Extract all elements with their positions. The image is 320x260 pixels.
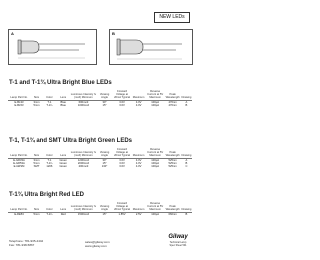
table-cell: 3.6V	[119, 161, 125, 165]
drawing-a	[8, 29, 97, 65]
column-header: Lamp Part No.	[10, 96, 28, 100]
table-cell: 4.0V	[135, 103, 142, 107]
column-header: Maximum	[132, 96, 145, 100]
table-cell: 100µA	[151, 212, 160, 216]
table-cell: 1500mcd	[77, 212, 89, 216]
table-cell: Green	[59, 158, 67, 162]
table-cell: 1200mcd	[77, 158, 89, 162]
table-cell: 1206	[46, 165, 53, 169]
phone-text: Telephone: 781-935-4442	[9, 239, 44, 243]
table-row	[8, 165, 192, 168]
column-header: Lamp Part No.	[10, 208, 28, 212]
column-header: Maximum	[132, 208, 145, 212]
table-cell: 4.0V	[135, 161, 142, 165]
table-cell: A	[185, 100, 188, 104]
drawing-b-label: B	[112, 31, 115, 36]
contact-phone-fax	[9, 239, 43, 247]
table-cell: E-GRSM	[13, 165, 25, 169]
table-cell: 3.6V	[119, 165, 125, 169]
column-header: Maximum	[132, 154, 145, 158]
table-cell: 525nm	[168, 158, 177, 162]
table-cell: E-GR53A	[13, 161, 25, 165]
table-cell: 130°	[101, 165, 108, 169]
column-header: Lens	[60, 154, 67, 158]
table-cell: 3.6V	[119, 103, 125, 107]
column-header: Luminous Intensity Iv (mcd) Minimum	[70, 151, 97, 158]
column-header: Forward Voltage at 20mA Typical	[114, 202, 130, 212]
column-header: Reverse Current at 5V Maximum	[147, 90, 164, 100]
drawing-a-label: A	[11, 31, 14, 36]
table-cell: 2.5V	[135, 212, 142, 216]
contact-web	[85, 240, 110, 248]
table-cell: 1.85V	[118, 212, 126, 216]
column-header: Forward Voltage at 20mA Typical	[114, 148, 130, 158]
table-cell: E-BL53	[14, 103, 24, 107]
table-cell: 3.6V	[119, 100, 125, 104]
table-cell: 30°	[102, 100, 107, 104]
column-header: Lamp Part No.	[10, 154, 28, 158]
table-cell: E-GR33A	[13, 158, 25, 162]
table-cell: 525nm	[168, 165, 177, 169]
column-header: Forward Voltage at 20mA Typical	[114, 90, 130, 100]
table-cell: E-RE53	[14, 212, 24, 216]
table-cell: 100µA	[151, 100, 160, 104]
column-header: Viewing Angle	[99, 151, 110, 158]
table-cell: B	[185, 103, 188, 107]
table-cell: Blue	[60, 103, 66, 107]
table-cell: 15°	[102, 212, 107, 216]
section-title-green: T-1, T-1¾ and SMT Ultra Bright Green LEDs	[9, 138, 133, 144]
table-cell: E-BL33	[14, 100, 24, 104]
table-row	[8, 212, 192, 216]
table-cell: T-1¾	[46, 161, 53, 165]
drawing-b-figure	[110, 30, 192, 64]
column-header: Viewing Angle	[99, 93, 110, 100]
table-cell: A	[185, 158, 188, 162]
website-link[interactable]: www.gilway.com	[85, 244, 107, 248]
table-cell: 15°	[102, 103, 107, 107]
table-cell: 4.0V	[135, 165, 142, 169]
table-row	[8, 104, 192, 107]
new-leds-badge: NEW LEDs	[154, 12, 190, 23]
table-cell: SMT	[33, 165, 40, 169]
table-cell: 600mcd	[78, 100, 89, 104]
table-cell: C	[185, 165, 188, 169]
table-cell: T-1¾	[46, 212, 53, 216]
column-header: Drawing	[181, 96, 192, 100]
table-cell: 100µA	[151, 161, 160, 165]
table-cell: 470nm	[168, 103, 177, 107]
table-cell: 200mcd	[78, 165, 89, 169]
column-header: Size	[33, 154, 40, 158]
logo-mark: Gilway	[168, 234, 188, 240]
column-header: Viewing Angle	[99, 205, 110, 212]
table-cell: 660nm	[168, 212, 177, 216]
table-cell: 15°	[102, 161, 107, 165]
table-cell: 5mm	[33, 103, 40, 107]
table-cell: 525nm	[168, 161, 177, 165]
logo-subtitle: Technical Lamp	[169, 241, 187, 244]
table-cell: 5mm	[33, 212, 40, 216]
column-header: Peak Wavelength	[165, 151, 180, 158]
section-title-red: T-1¾ Ultra Bright Red LED	[9, 192, 85, 198]
green-led-table	[8, 148, 192, 168]
table-cell: Green	[59, 161, 67, 165]
table-cell: 470nm	[168, 100, 177, 104]
table-cell: Green	[59, 165, 67, 169]
table-cell: 2000mcd	[77, 161, 89, 165]
table-cell: 30°	[102, 158, 107, 162]
column-header: Color	[46, 154, 53, 158]
column-header: Color	[46, 208, 53, 212]
column-header: Lens	[60, 96, 67, 100]
column-header: Luminous Intensity Iv (mcd) Minimum	[70, 93, 97, 100]
table-cell: T-1	[47, 158, 52, 162]
table-cell: B	[185, 161, 188, 165]
column-header: Luminous Intensity Iv (mcd) Minimum	[70, 205, 97, 212]
table-cell: Red	[60, 212, 66, 216]
table-header-row	[8, 202, 192, 212]
drawing-b	[109, 29, 193, 65]
drawing-a-figure	[9, 30, 96, 64]
spec-sheet-number: Spec Sheet 501	[169, 244, 187, 247]
table-header-row	[8, 148, 192, 158]
column-header: Peak Wavelength	[165, 93, 180, 100]
fax-text: Fax: 781-938-5867	[9, 243, 35, 247]
table-cell: 5mm	[33, 161, 40, 165]
table-cell: Blue	[60, 100, 66, 104]
table-cell: 4.0V	[135, 100, 142, 104]
column-header: Reverse Current at 5V Maximum	[147, 148, 164, 158]
table-cell: 100µA	[151, 103, 160, 107]
column-header: Lens	[60, 208, 67, 212]
table-cell: T-1	[47, 100, 52, 104]
column-header: Drawing	[181, 208, 192, 212]
table-header-row	[8, 90, 192, 100]
table-cell: 100µA	[151, 158, 160, 162]
blue-led-table	[8, 90, 192, 107]
gilway-logo	[166, 234, 190, 251]
section-title-blue: T-1 and T-1¾ Ultra Bright Blue LEDs	[9, 80, 112, 86]
table-cell: 3.6V	[119, 158, 125, 162]
table-cell: 1000mcd	[77, 103, 89, 107]
email-link[interactable]: sales@gilway.com	[85, 240, 110, 244]
column-header: Size	[33, 208, 40, 212]
table-cell: T-1¾	[46, 103, 53, 107]
table-cell: 100µA	[151, 165, 160, 169]
column-header: Color	[46, 96, 53, 100]
column-header: Size	[33, 96, 40, 100]
table-cell: 4.0V	[135, 158, 142, 162]
table-cell: 3mm	[33, 100, 40, 104]
column-header: Drawing	[181, 154, 192, 158]
table-cell: B	[185, 212, 188, 216]
table-cell: 3mm	[33, 158, 40, 162]
column-header: Reverse Current at 5V Maximum	[147, 202, 164, 212]
red-led-table	[8, 202, 192, 216]
column-header: Peak Wavelength	[165, 205, 180, 212]
